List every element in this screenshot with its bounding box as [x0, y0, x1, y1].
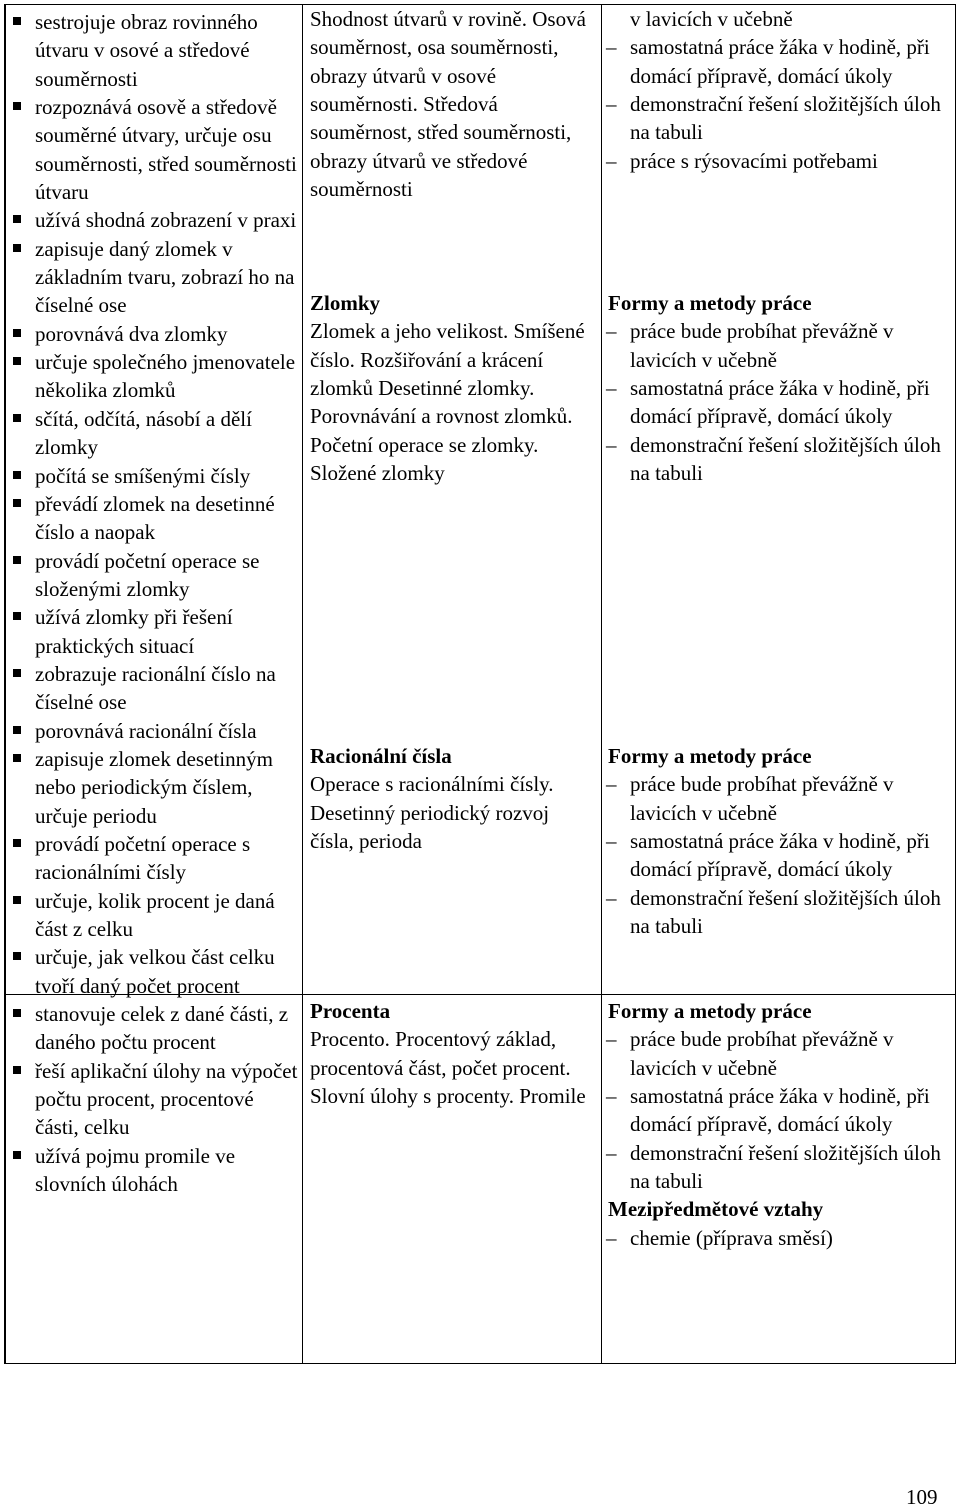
list-item: provádí početní operace s racionálními čísly	[35, 830, 300, 887]
list-item: určuje společného jmenovatele několika zlomků	[35, 348, 300, 405]
list-item: zapisuje zlomek desetinným nebo periodickým číslem, určuje periodu	[35, 745, 300, 830]
methods-block-procenta	[608, 997, 953, 1252]
outcomes-list	[35, 8, 300, 1198]
section-heading: Mezipředmětové vztahy	[608, 1197, 824, 1222]
list-item: užívá shodná zobrazení v praxi	[35, 206, 300, 234]
content-text: Shodnost útvarů v rovině. Osová souměrnost, osa souměrnosti, obrazy útvarů v osové souměrnosti. Středová souměrnost, střed souměrnosti, obrazy útvarů ve středové souměrnosti	[310, 7, 586, 202]
page-number: 109	[906, 1485, 938, 1509]
section-heading: Formy a metody práce	[608, 744, 812, 768]
content-geometry	[310, 5, 595, 203]
list-item: užívá zlomky při řešení praktických situací	[35, 603, 300, 660]
section-heading: Racionální čísla	[310, 744, 452, 768]
methods-block-racionalni	[608, 742, 953, 940]
column-divider	[302, 5, 303, 1363]
list-item: – práce bude probíhat převážně v lavicích v učebně	[608, 770, 953, 827]
list-item: – demonstrační řešení složitějších úloh na tabuli	[608, 884, 953, 941]
list-item: zapisuje daný zlomek v základním tvaru, zobrazí ho na číselné ose	[35, 235, 300, 320]
section-heading: Formy a metody práce	[608, 291, 812, 315]
list-item: v lavicích v učebně	[630, 7, 793, 31]
list-item: – samostatná práce žáka v hodině, při domácí přípravě, domácí úkoly	[608, 1082, 953, 1139]
list-item: sestrojuje obraz rovinného útvaru v osové a středové souměrnosti	[35, 8, 300, 93]
list-item: určuje, jak velkou část celku tvoří daný počet procent	[35, 943, 300, 1000]
methods-block-zlomky	[608, 289, 953, 487]
list-item: převádí zlomek na desetinné číslo a naopak	[35, 490, 300, 547]
list-item: řeší aplikační úlohy na výpočet počtu procent, procentové části, celku	[35, 1057, 300, 1142]
list-item: provádí početní operace se složenými zlomky	[35, 547, 300, 604]
list-item: – chemie (příprava směsí)	[608, 1224, 953, 1252]
list-item: – práce bude probíhat převážně v lavicích v učebně	[608, 1025, 953, 1082]
list-item: – práce s rýsovacími potřebami	[608, 147, 953, 175]
column-divider	[601, 5, 602, 1363]
content-zlomky	[310, 289, 595, 487]
list-item: sčítá, odčítá, násobí a dělí zlomky	[35, 405, 300, 462]
methods-intro	[608, 5, 953, 175]
list-item: zobrazuje racionální číslo na číselné ose	[35, 660, 300, 717]
content-text: Procento. Procentový základ, procentová část, počet procent. Slovní úlohy s procenty. Promile	[310, 1027, 586, 1109]
section-heading: Zlomky	[310, 291, 381, 315]
list-item: určuje, kolik procent je daná část z celku	[35, 887, 300, 944]
list-item: užívá pojmu promile ve slovních úlohách	[35, 1142, 300, 1199]
list-item: porovnává dva zlomky	[35, 320, 300, 348]
list-item: – demonstrační řešení složitějších úloh na tabuli	[608, 431, 953, 488]
list-item: – samostatná práce žáka v hodině, při domácí přípravě, domácí úkoly	[608, 827, 953, 884]
section-heading: Formy a metody práce	[608, 999, 812, 1023]
list-item: počítá se smíšenými čísly	[35, 462, 300, 490]
content-text: Operace s racionálními čísly. Desetinný periodický rozvoj čísla, perioda	[310, 772, 554, 854]
content-procenta	[310, 997, 595, 1110]
section-heading: Procenta	[310, 999, 391, 1023]
list-item: – samostatná práce žáka v hodině, při domácí přípravě, domácí úkoly	[608, 374, 953, 431]
list-item: – demonstrační řešení složitějších úloh na tabuli	[608, 1139, 953, 1196]
list-item: – práce bude probíhat převážně v lavicích v učebně	[608, 317, 953, 374]
list-item: stanovuje celek z dané části, z daného počtu procent	[35, 1000, 300, 1057]
list-item: – samostatná práce žáka v hodině, při domácí přípravě, domácí úkoly	[608, 33, 953, 90]
list-item: – demonstrační řešení složitějších úloh na tabuli	[608, 90, 953, 147]
content-text: Zlomek a jeho velikost. Smíšené číslo. Rozšiřování a krácení zlomků Desetinné zlomky. Porovnávání a rovnost zlomků. Početní operace se zlomky. Složené zlomky	[310, 319, 585, 486]
list-item: rozpoznává osově a středově souměrné útvary, určuje osu souměrnosti, střed souměrnosti útvaru	[35, 93, 300, 206]
list-item: porovnává racionální čísla	[35, 717, 300, 745]
content-racionalni	[310, 742, 595, 855]
